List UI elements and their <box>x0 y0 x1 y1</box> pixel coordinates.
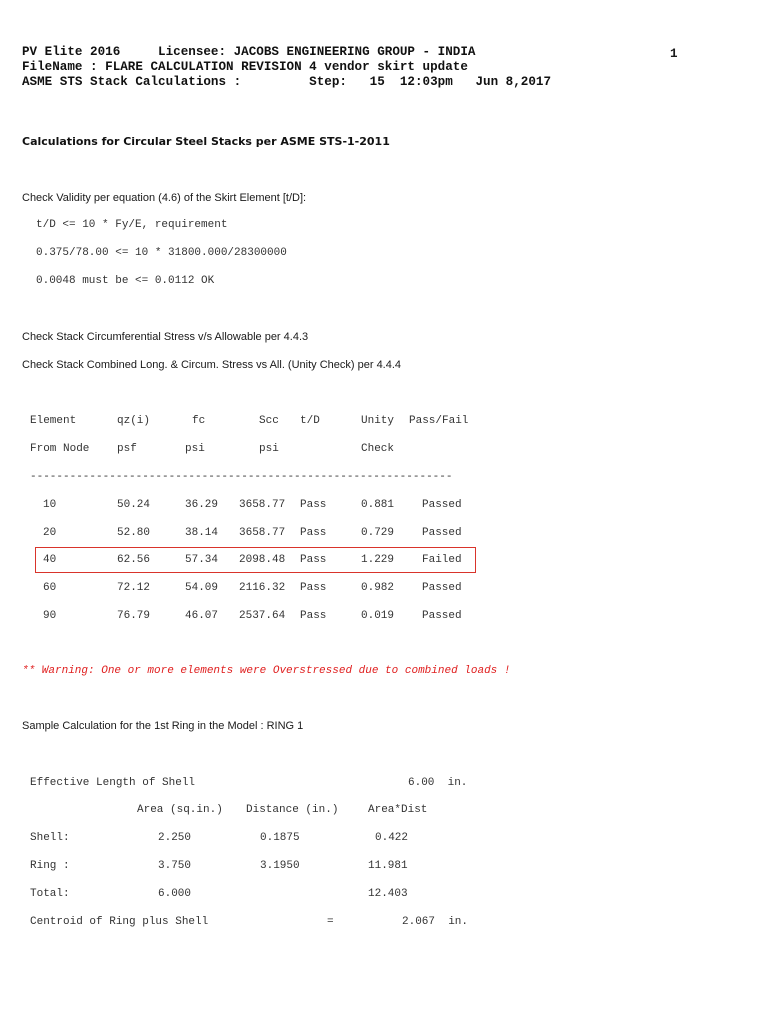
cell-element: 20 <box>43 527 57 539</box>
effective-length-value: 6.00 in. <box>408 777 468 789</box>
sample-row-area: 2.250 <box>158 832 192 844</box>
col-header-qz: qz(i) <box>117 415 151 427</box>
cell-td: Pass <box>300 527 327 539</box>
validity-result: 0.0048 must be <= 0.0112 OK <box>36 275 215 287</box>
cell-element: 60 <box>43 582 57 594</box>
col-header-passfail: Pass/Fail <box>409 415 469 427</box>
col-header-distance: Distance (in.) <box>246 804 339 816</box>
sample-row-area: 3.750 <box>158 860 192 872</box>
cell-element: 10 <box>43 499 57 511</box>
cell-qz: 50.24 <box>117 499 151 511</box>
cell-fc: 36.29 <box>185 499 219 511</box>
col-subheader-psi-scc: psi <box>259 443 279 455</box>
cell-td: Pass <box>300 499 327 511</box>
table-divider: ---------------------------------------------------------------- <box>30 471 453 483</box>
col-header-fc: fc <box>192 415 206 427</box>
cell-unity: 0.982 <box>361 582 395 594</box>
sample-row-distance: 3.1950 <box>260 860 300 872</box>
overstress-warning: ** Warning: One or more elements were Overstressed due to combined loads ! <box>22 665 511 677</box>
col-header-area: Area (sq.in.) <box>137 804 223 816</box>
section-title: Calculations for Circular Steel Stacks per ASME STS-1-2011 <box>22 135 390 148</box>
validity-requirement: t/D <= 10 * Fy/E, requirement <box>36 219 228 231</box>
col-header-unity: Unity <box>361 415 395 427</box>
cell-fc: 38.14 <box>185 527 219 539</box>
cell-element: 40 <box>43 554 57 566</box>
sample-row-label: Total: <box>30 888 70 900</box>
cell-td: Pass <box>300 610 327 622</box>
centroid-label: Centroid of Ring plus Shell <box>30 916 209 928</box>
centroid-value: 2.067 in. <box>402 916 469 928</box>
cell-scc: 2537.64 <box>239 610 286 622</box>
sample-row-label: Shell: <box>30 832 70 844</box>
col-header-element: Element <box>30 415 77 427</box>
circumferential-check-heading: Check Stack Circumferential Stress v/s Allowable per 4.4.3 <box>22 331 309 343</box>
col-header-td: t/D <box>300 415 320 427</box>
cell-fc: 57.34 <box>185 554 219 566</box>
cell-status: Passed <box>422 499 462 511</box>
centroid-equals: = <box>327 916 334 928</box>
combined-check-heading: Check Stack Combined Long. & Circum. Stress vs All. (Unity Check) per 4.4.4 <box>22 359 402 371</box>
sample-row-area-dist: 11.981 <box>368 860 408 872</box>
cell-element: 90 <box>43 610 57 622</box>
cell-td: Pass <box>300 554 327 566</box>
cell-qz: 62.56 <box>117 554 151 566</box>
cell-unity: 1.229 <box>361 554 395 566</box>
sample-calc-heading: Sample Calculation for the 1st Ring in the Model : RING 1 <box>22 720 304 732</box>
col-subheader-psi-fc: psi <box>185 443 205 455</box>
cell-scc: 3658.77 <box>239 499 286 511</box>
report-header-line-2: FileName : FLARE CALCULATION REVISION 4 vendor skirt update <box>22 60 468 74</box>
cell-scc: 2098.48 <box>239 554 286 566</box>
cell-fc: 54.09 <box>185 582 219 594</box>
sample-row-distance: 0.1875 <box>260 832 300 844</box>
cell-scc: 3658.77 <box>239 527 286 539</box>
sample-row-area-dist: 0.422 <box>375 832 409 844</box>
cell-status: Passed <box>422 610 462 622</box>
cell-unity: 0.729 <box>361 527 395 539</box>
validity-heading: Check Validity per equation (4.6) of the Skirt Element [t/D]: <box>22 192 307 204</box>
cell-scc: 2116.32 <box>239 582 286 594</box>
effective-length-label: Effective Length of Shell <box>30 777 196 789</box>
col-subheader-from-node: From Node <box>30 443 90 455</box>
cell-unity: 0.881 <box>361 499 395 511</box>
cell-status: Passed <box>422 582 462 594</box>
cell-qz: 72.12 <box>117 582 151 594</box>
page-number: 1 <box>670 47 678 61</box>
report-header-line-3: ASME STS Stack Calculations : Step: 15 12:03pm Jun 8,2017 <box>22 75 552 89</box>
cell-td: Pass <box>300 582 327 594</box>
col-header-area-dist: Area*Dist <box>368 804 428 816</box>
sample-row-area: 6.000 <box>158 888 192 900</box>
cell-qz: 76.79 <box>117 610 151 622</box>
sample-row-label: Ring : <box>30 860 70 872</box>
col-subheader-psf: psf <box>117 443 137 455</box>
cell-unity: 0.019 <box>361 610 395 622</box>
col-subheader-check: Check <box>361 443 395 455</box>
sample-row-area-dist: 12.403 <box>368 888 408 900</box>
report-header-line-1: PV Elite 2016 Licensee: JACOBS ENGINEERING GROUP - INDIA <box>22 45 476 59</box>
cell-qz: 52.80 <box>117 527 151 539</box>
cell-fc: 46.07 <box>185 610 219 622</box>
cell-status: Passed <box>422 527 462 539</box>
validity-equation: 0.375/78.00 <= 10 * 31800.000/28300000 <box>36 247 287 259</box>
col-header-scc: Scc <box>259 415 279 427</box>
cell-status: Failed <box>422 554 462 566</box>
